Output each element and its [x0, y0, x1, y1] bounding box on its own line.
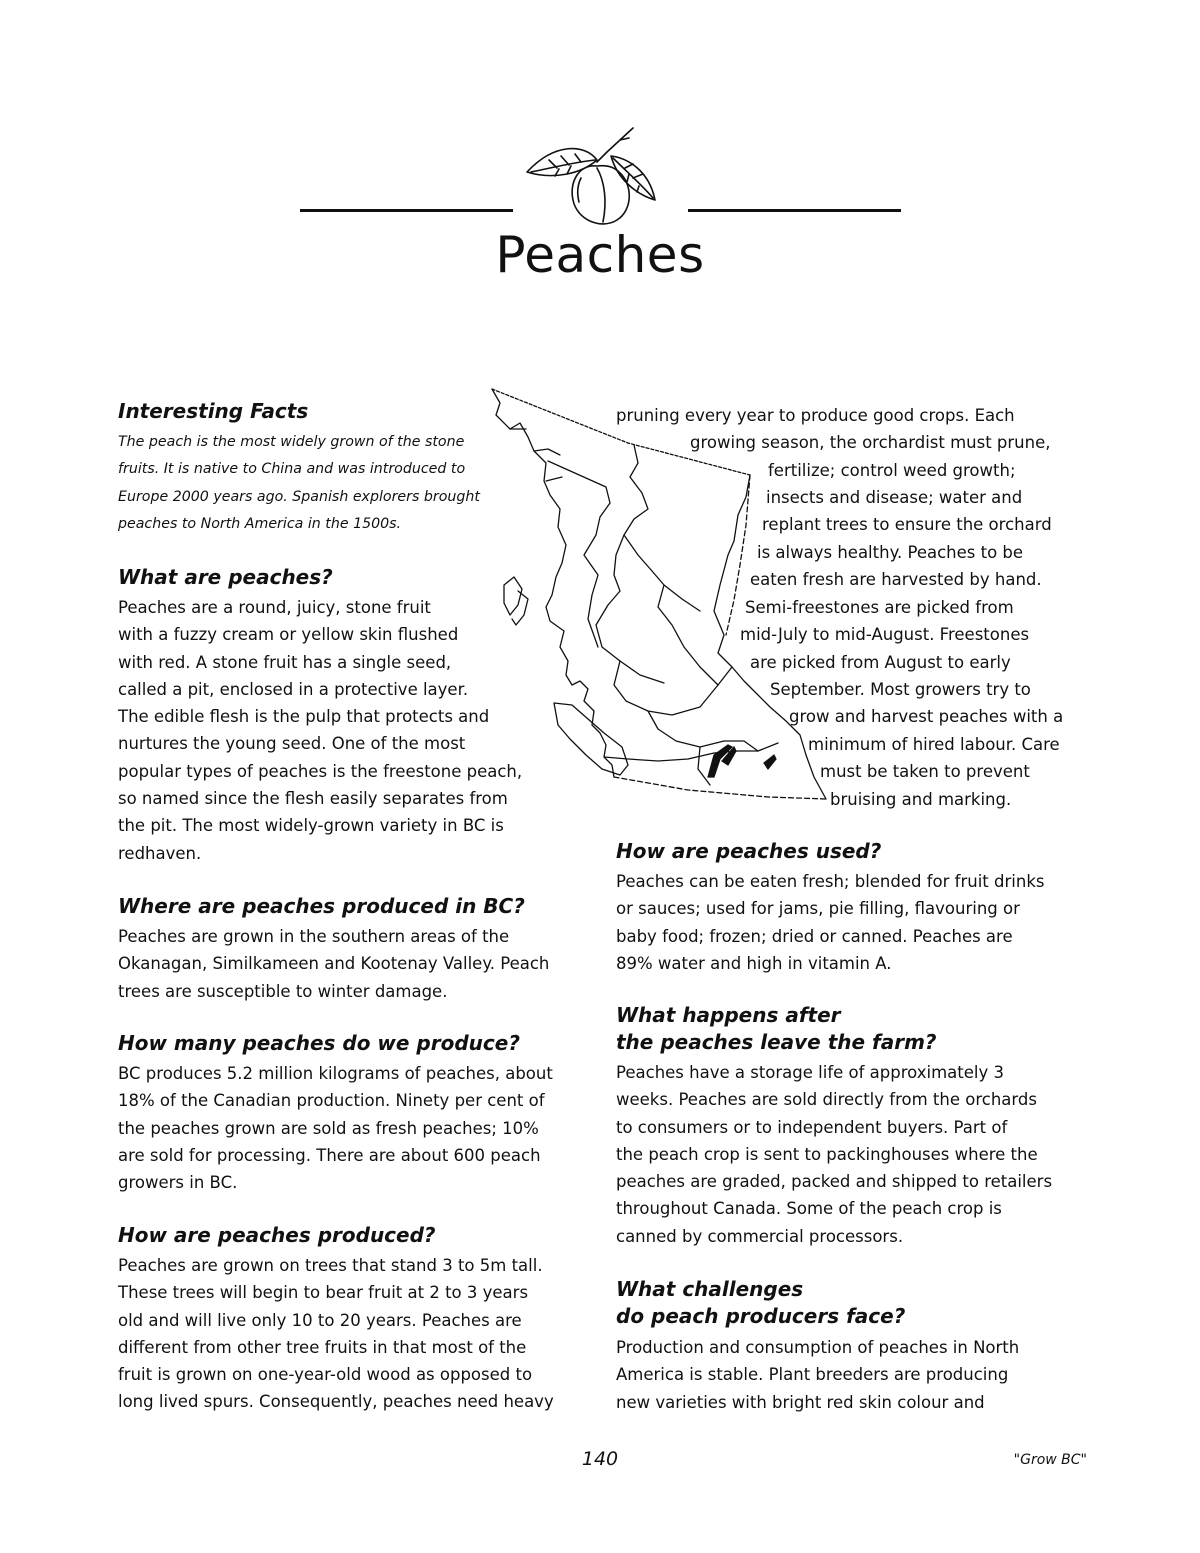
- how-produced-text: Peaches are grown on trees that stand 3 to 5m tall. These trees will begin to bear fruit at 2 to 3 years old and will live only 10 to 20 years. Peaches are different from other tree fruits in that most of the fruit is grown on one-year-old wood as opposed to long lived spurs. Consequently, peaches need heavy: [118, 1256, 554, 1412]
- challenges-heading-line1: What challenges: [616, 1277, 804, 1301]
- text-line: fertilize; control weed growth;: [768, 461, 1016, 480]
- challenges-text: Production and consumption of peaches in North America is stable. Plant breeders are producing new varieties with bright red skin colour and: [616, 1338, 1020, 1412]
- text-line: bruising and marking.: [830, 790, 1012, 809]
- text-line: replant trees to ensure the orchard: [762, 515, 1052, 534]
- how-used-text: Peaches can be eaten fresh; blended for fruit drinks or sauces; used for jams, pie filling, flavouring or baby food; frozen; dried or canned. Peaches are 89% water and high in vitamin A.: [616, 872, 1045, 973]
- interesting-facts-heading: Interesting Facts: [118, 399, 309, 423]
- challenges-heading-line2: do peach producers face?: [616, 1304, 906, 1328]
- after-farm-heading-line1: What happens after: [616, 1003, 841, 1027]
- text-line: must be taken to prevent: [820, 762, 1030, 781]
- what-are-peaches-text: Peaches are a round, juicy, stone fruit with a fuzzy cream or yellow skin flushed with red. A stone fruit has a single seed, called a pit, enclosed in a protective layer. The edible flesh is the pulp that protects and nurtures the young seed. One of the most popular types of peaches is the freestone peach, so named since the flesh easily separates from the pit. The most widely-grown variety in BC is redhaven.: [118, 598, 523, 863]
- text-line: Semi-freestones are picked from: [745, 598, 1014, 617]
- title-rule-right: [688, 209, 901, 212]
- text-line: are picked from August to early: [750, 653, 1011, 672]
- after-farm-text: Peaches have a storage life of approximately 3 weeks. Peaches are sold directly from the orchards to consumers or to independent buyers. Part of the peach crop is sent to packinghouses where the peaches are graded, packed and shipped to retailers throughout Canada. Some of the peach crop is canned by commercial processors.: [616, 1063, 1053, 1246]
- text-line: grow and harvest peaches with a: [789, 707, 1064, 726]
- title-rule-left: [300, 209, 513, 212]
- source-credit: "Grow BC": [1013, 1452, 1087, 1468]
- after-farm-heading-line2: the peaches leave the farm?: [616, 1030, 937, 1054]
- page-number: 140: [581, 1448, 619, 1470]
- text-line: pruning every year to produce good crops. Each: [616, 406, 1015, 425]
- text-line: mid-July to mid-August. Freestones: [740, 625, 1030, 644]
- how-produced-heading: How are peaches produced?: [118, 1223, 436, 1247]
- text-line: minimum of hired labour. Care: [808, 735, 1060, 754]
- text-line: growing season, the orchardist must prune,: [690, 433, 1051, 452]
- what-are-peaches-heading: What are peaches?: [118, 565, 333, 589]
- where-produced-text: Peaches are grown in the southern areas of the Okanagan, Similkameen and Kootenay Valley. Peach trees are susceptible to winter damage.: [118, 927, 550, 1001]
- text-line: eaten fresh are harvested by hand.: [750, 570, 1042, 589]
- peach-on-branch-icon: [515, 122, 665, 234]
- how-used-heading: How are peaches used?: [616, 839, 882, 863]
- interesting-facts-text: The peach is the most widely grown of the stone fruits. It is native to China and was introduced to Europe 2000 years ago. Spanish explorers brought peaches to North America in the 1500s.: [118, 434, 480, 532]
- text-line: is always healthy. Peaches to be: [757, 543, 1024, 562]
- where-produced-heading: Where are peaches produced in BC?: [118, 894, 525, 918]
- how-many-heading: How many peaches do we produce?: [118, 1031, 520, 1055]
- how-many-text: BC produces 5.2 million kilograms of peaches, about 18% of the Canadian production. Ninety per cent of the peaches grown are sold as fresh peaches; 10% are sold for processing. There are about 600 peach growers in BC.: [118, 1064, 553, 1193]
- text-line: insects and disease; water and: [766, 488, 1023, 507]
- text-line: September. Most growers try to: [770, 680, 1031, 699]
- page-title: Peaches: [495, 226, 705, 284]
